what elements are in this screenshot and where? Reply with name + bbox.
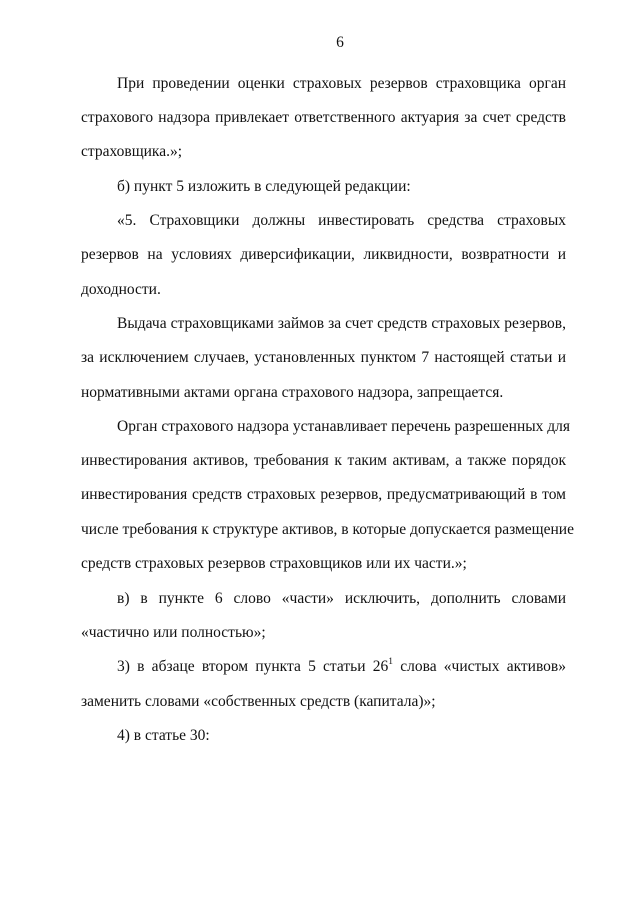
paragraph-line: в) в пункте 6 слово «части» исключить, дополнить словами [117, 590, 566, 607]
paragraph-line: Орган страхового надзора устанавливает перечень разрешенных для [117, 418, 571, 435]
paragraph-line: «частично или полностью»; [81, 624, 266, 641]
paragraph-line: страховщика.»; [81, 143, 183, 160]
paragraph-line: инвестирования активов, требования к таким активам, а также порядок [81, 452, 566, 469]
paragraph-line: средств страховых резервов страховщиков или их части.»; [81, 555, 467, 572]
paragraph-line: «5. Страховщики должны инвестировать средства страховых [117, 212, 566, 229]
paragraph-line-item-3 [117, 657, 566, 677]
page-number: 6 [336, 34, 344, 51]
paragraph-line: за исключением случаев, установленных пунктом 7 настоящей статьи и [81, 349, 566, 366]
paragraph-line: доходности. [81, 281, 161, 298]
paragraph-line: нормативными актами органа страхового надзора, запрещается. [81, 384, 504, 401]
item-3-text-rest: слова «чистых активов» [393, 658, 567, 675]
item-3-text: 3) в абзаце втором пункта 5 статьи 26 [117, 658, 389, 675]
article-superscript: 1 [388, 657, 393, 667]
paragraph-line: страхового надзора привлекает ответственного актуария за счет средств [81, 109, 566, 126]
paragraph-line: 4) в статье 30: [117, 727, 210, 744]
paragraph-line: резервов на условиях диверсификации, ликвидности, возвратности и [81, 246, 566, 263]
paragraph-line: При проведении оценки страховых резервов страховщика орган [117, 75, 566, 92]
paragraph-line: инвестирования средств страховых резервов, предусматривающий в том [81, 486, 566, 503]
paragraph-line: Выдача страховщиками займов за счет средств страховых резервов, [117, 315, 566, 332]
paragraph-line: числе требования к структуре активов, в которые допускается размещение [81, 521, 574, 538]
paragraph-line: заменить словами «собственных средств (капитала)»; [81, 693, 436, 710]
paragraph-line: б) пункт 5 изложить в следующей редакции: [117, 178, 411, 195]
